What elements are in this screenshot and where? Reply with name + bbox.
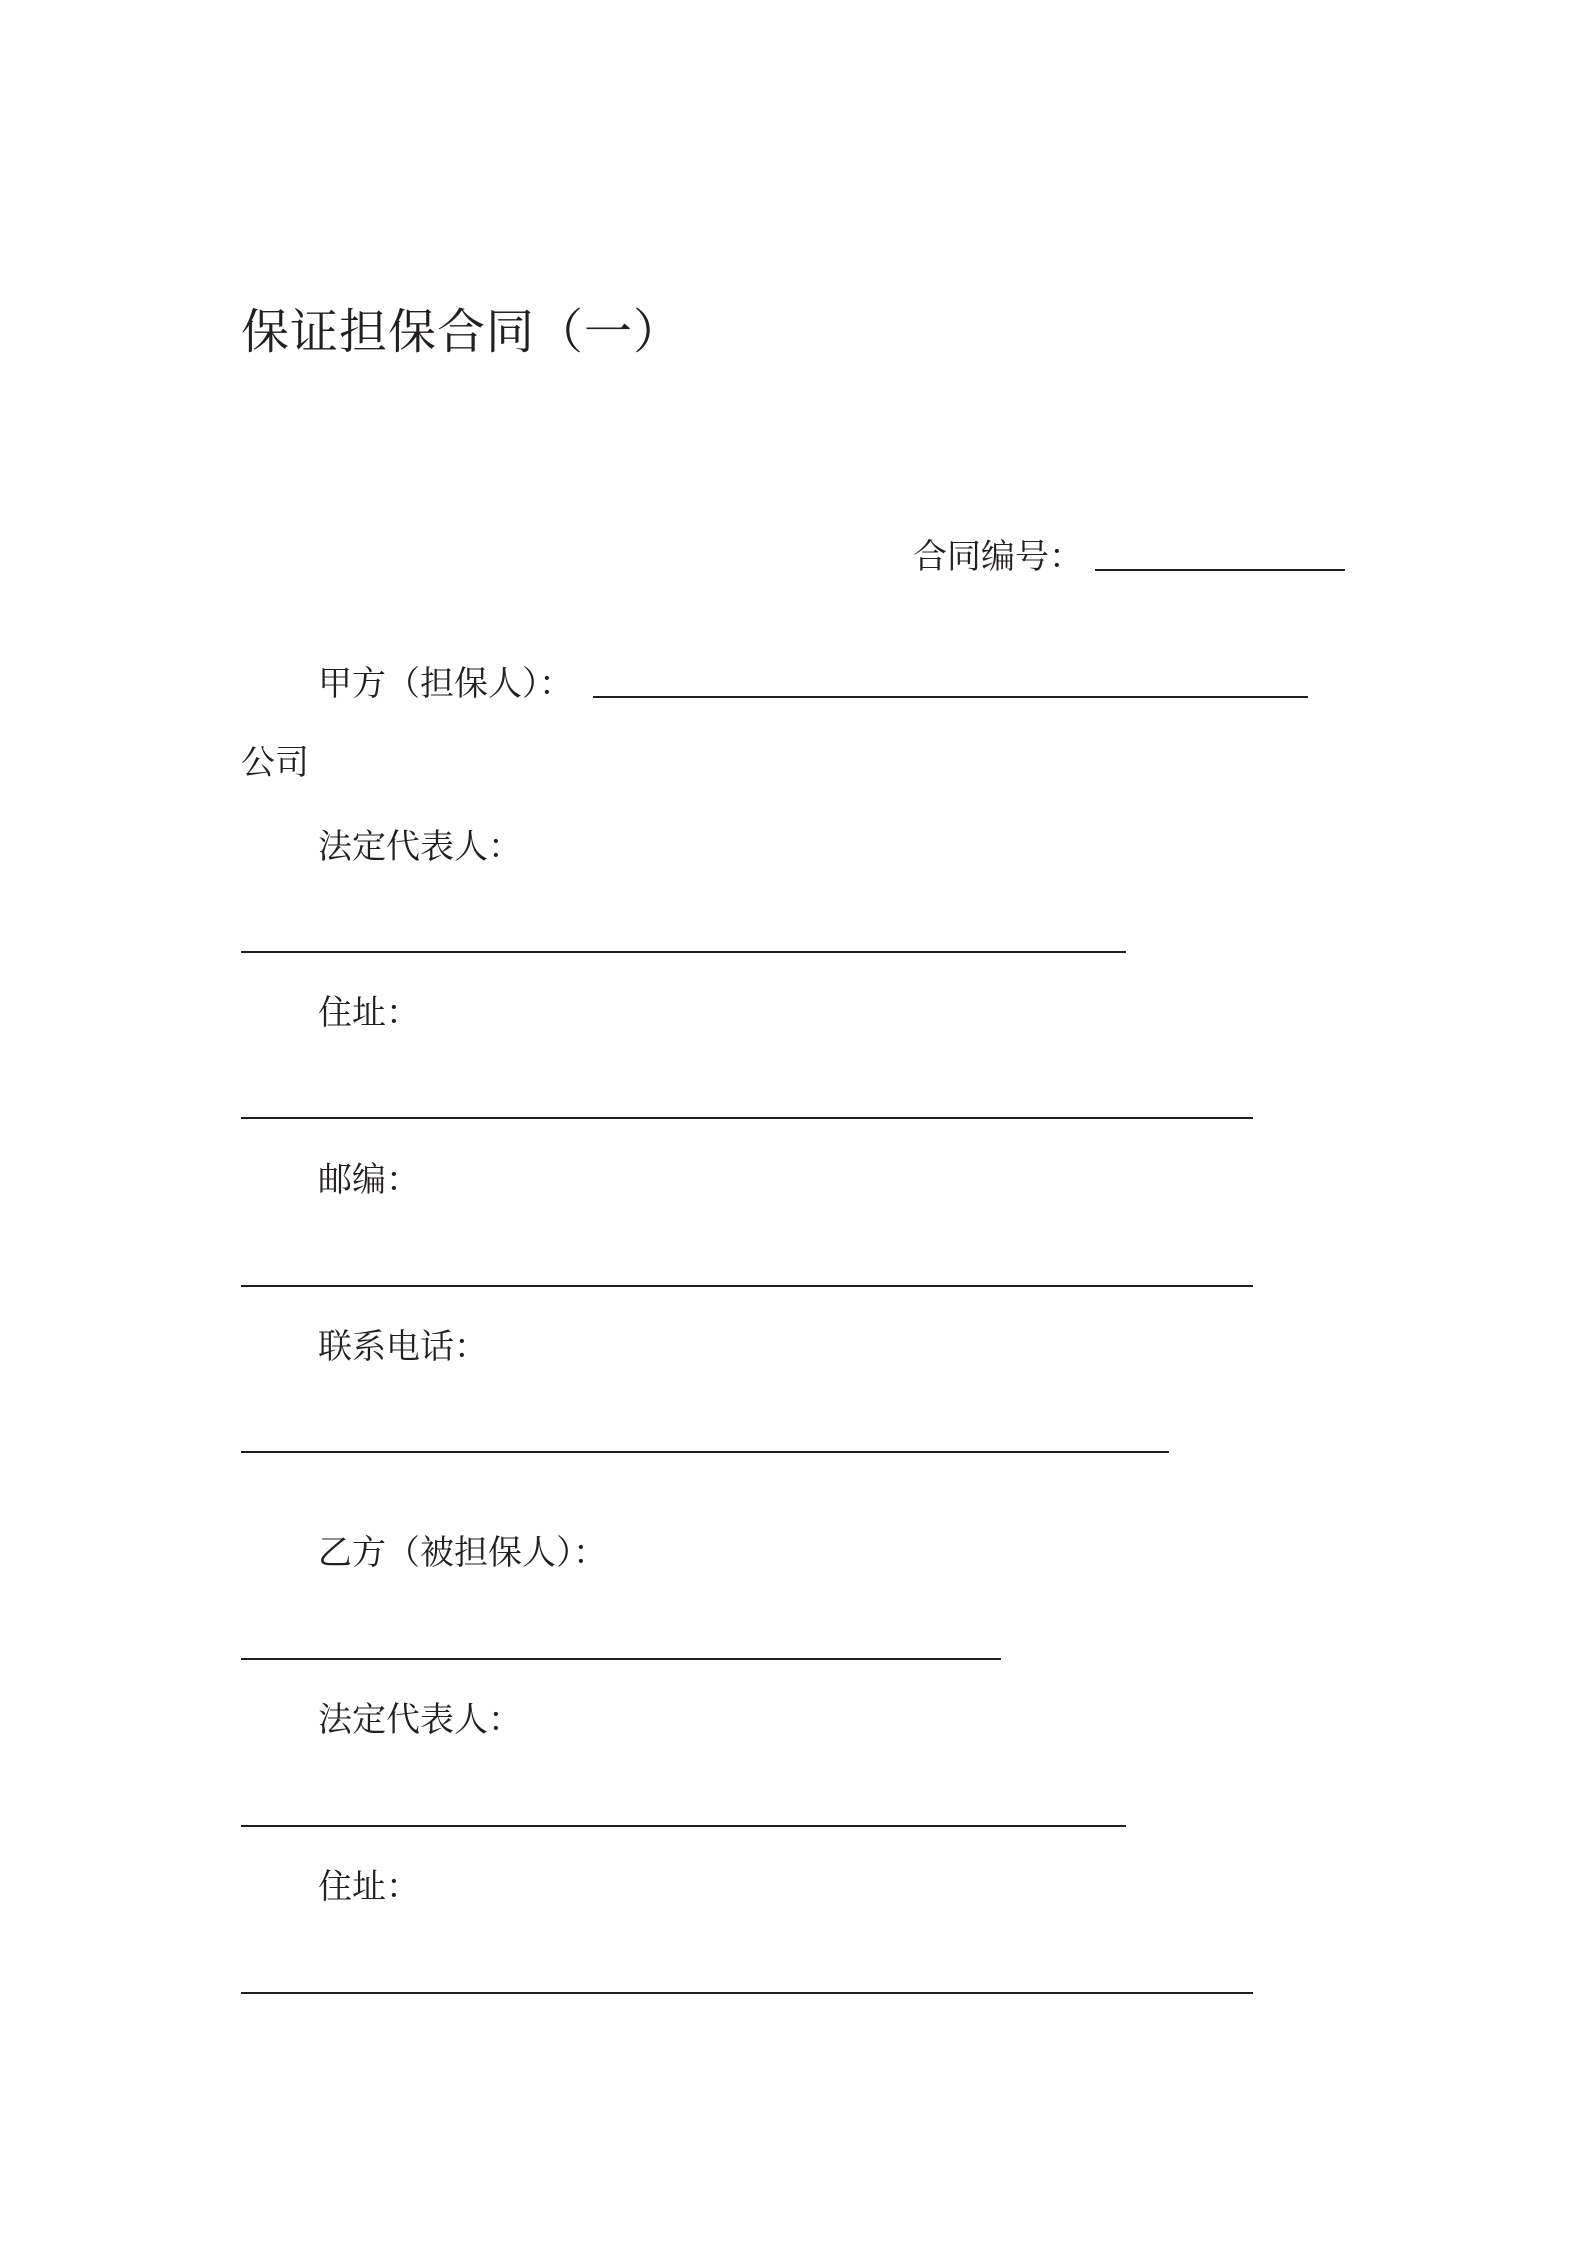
contract-number-label: 合同编号：: [913, 537, 1083, 577]
party-a-postcode-blank[interactable]: [241, 1285, 1253, 1287]
party-b-legal-rep-blank[interactable]: [241, 1825, 1126, 1827]
party-a-address-blank[interactable]: [241, 1117, 1253, 1119]
party-b-address-blank[interactable]: [241, 1992, 1253, 1994]
party-a-legal-rep-blank[interactable]: [241, 951, 1126, 953]
party-b-address-label: 住址：: [318, 1867, 420, 1907]
party-a-row: [318, 662, 1308, 706]
party-b-label: 乙方（被担保人）：: [318, 1533, 607, 1573]
party-a-address-label: 住址：: [318, 993, 420, 1033]
party-a-suffix: 公司: [241, 743, 309, 783]
party-a-name-blank[interactable]: [593, 696, 1308, 698]
party-a-phone-label: 联系电话：: [318, 1327, 488, 1367]
party-a-legal-rep-label: 法定代表人：: [318, 827, 522, 867]
party-b-legal-rep-label: 法定代表人：: [318, 1700, 522, 1740]
contract-number-row: [913, 535, 1345, 579]
party-a-postcode-label: 邮编：: [318, 1160, 420, 1200]
party-a-phone-blank[interactable]: [241, 1451, 1169, 1453]
party-b-name-blank[interactable]: [241, 1658, 1001, 1660]
document-title: 保证担保合同（一）: [241, 304, 683, 360]
party-a-label: 甲方（担保人）：: [318, 664, 573, 704]
contract-number-blank[interactable]: [1095, 569, 1345, 571]
